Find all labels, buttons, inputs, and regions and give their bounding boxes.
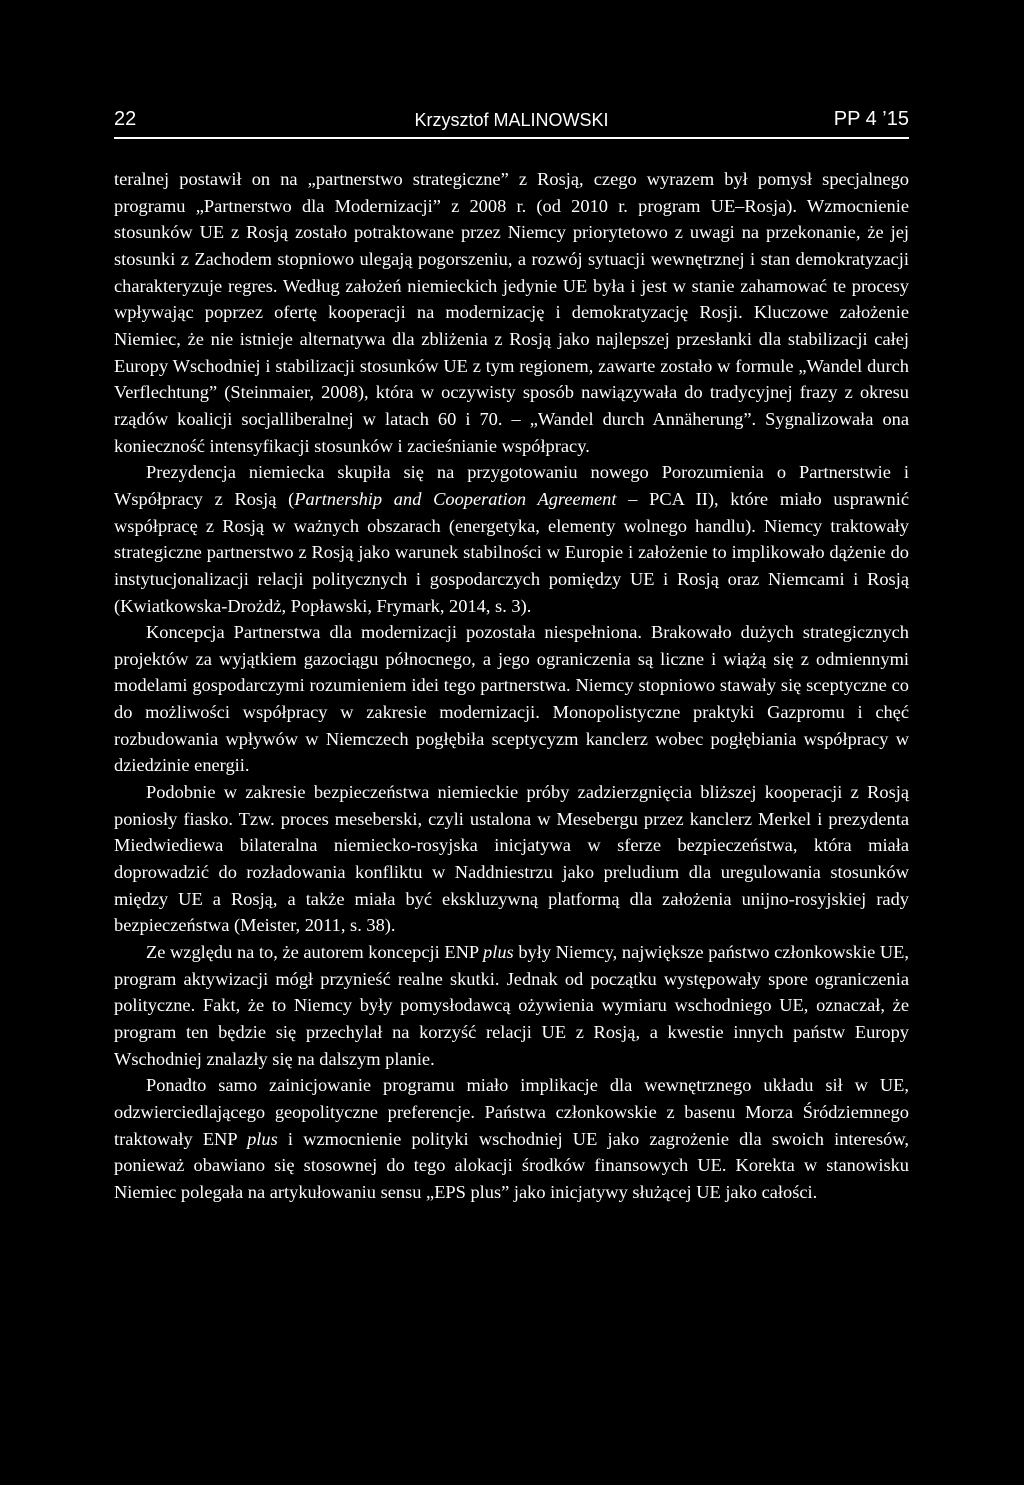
page-number: 22 <box>114 108 137 130</box>
author-name: Krzysztof MALINOWSKI <box>414 110 609 130</box>
paragraph: Podobnie w zakresie bezpieczeństwa niemieckie próby zadzierzgnięcia bliższej kooperacji z Rosją poniosły fiasko. Tzw. proces meseberski, czyli ustalona w Mesebergu przez kanclerz Merkel i prezydenta Miedwiediewa bilateralna niemiecko-rosyjska inicjatywa w sferze bezpieczeństwa, która miała doprowadzić do rozładowania konfliktu w Naddniestrzu jako preludium dla uregulowania stosunków między UE a Rosją, a także miała być ekskluzywną platformą dla założenia unijno-rosyjskiej rady bezpieczeństwa (Meister, 2011, s. 38). <box>114 782 909 936</box>
italic-term: plus <box>247 1128 278 1149</box>
italic-term: plus <box>483 942 514 963</box>
italic-term: Partnership and Cooperation Agreement <box>294 488 617 509</box>
header-rule <box>114 137 909 139</box>
paragraph: teralnej postawił on na „partnerstwo strategiczne” z Rosją, czego wyrazem był pomysł specjalnego programu „Partnerstwo dla Modernizacji” z 2008 r. (od 2010 r. program UE–Rosja). Wzmocnienie stosunków UE z Rosją zostało potraktowane przez Niemcy priorytetowo z uwagi na przekonanie, że jej stosunki z Zachodem stopniowo ulegają pogorszeniu, a rozwój sytuacji wewnętrznej i stan demokratyzacji charakteryzuje regres. Według założeń niemieckich jedynie UE była i jest w stanie zahamować te procesy wpływając poprzez ofertę kooperacji na modernizację i demokratyzację Rosji. Kluczowe założenie Niemiec, że nie istnieje alternatywa dla zbliżenia z Rosją jako najlepszej przesłanki dla stabilizacji całej Europy Wschodniej i stabilizacji stosunków UE z tym regionem, zawarte zostało w formule „Wandel durch Verflechtung” (Steinmaier, 2008), która w oczywisty sposób nawiązywała do tradycyjnej frazy z okresu rządów koalicji socjalliberalnej w latach 60 i 70. – „Wandel durch Annäherung”. Sygnalizowała ona konieczność intensyfikacji stosunków i zacieśnianie współpracy. <box>114 169 909 456</box>
paragraph: Prezydencja niemiecka skupiła się na przygotowaniu nowego Porozumienia o Partnerstwie i Współpracy z Rosją (Partnership and Cooperation Agreement – PCA II), które miało usprawnić współpracę z Rosją w ważnych obszarach (energetyka, elementy wolnego handlu). Niemcy traktowały strategiczne partnerstwo z Rosją jako warunek stabilności w Europie i założenie to implikowało dążenie do instytucjonalizacji relacji politycznych i gospodarczych pomiędzy UE i Rosją oraz Niemcami i Rosją (Kwiatkowska-Drożdż, Popławski, Frymark, 2014, s. 3). <box>114 462 910 616</box>
paragraph: Ponadto samo zainicjowanie programu miało implikacje dla wewnętrznego układu sił w UE, odzwierciedlającego geopolityczne preferencje. Państwa członkowskie z basenu Morza Śródziemnego traktowały ENP plus i wzmocnienie polityki wschodniej UE jako zagrożenie dla swoich interesów, ponieważ obawiano się stosownej do tego alokacji środków finansowych UE. Korekta w stanowisku Niemiec polegała na artykułowaniu sensu „EPS plus” jako inicjatywy służącej UE jako całości. <box>114 1075 909 1202</box>
article-body <box>114 166 909 1206</box>
journal-issue: PP 4 ’15 <box>833 108 909 130</box>
running-header <box>114 108 909 134</box>
paragraph: Ze względu na to, że autorem koncepcji ENP plus były Niemcy, największe państwo członkowskie UE, program aktywizacji mógł przynieść realne skutki. Jednak od początku występowały spore ograniczenia polityczne. Fakt, że to Niemcy były pomysłodawcą ożywienia wymiaru wschodniego UE, oznaczał, że program ten będzie się przechylał na korzyść relacji UE z Rosją, a kwestie innych państw Europy Wschodniej znalazły się na dalszym planie. <box>114 942 909 1069</box>
paragraph: Koncepcja Partnerstwa dla modernizacji pozostała niespełniona. Brakowało dużych strategicznych projektów za wyjątkiem gazociągu północnego, a jego ograniczenia są liczne i wiążą się z odmiennymi modelami gospodarczymi rozumieniem idei tego partnerstwa. Niemcy stopniowo stawały się sceptyczne co do możliwości współpracy w zakresie modernizacji. Monopolistyczne praktyki Gazpromu i chęć rozbudowania wpływów w Niemczech pogłębiła sceptycyzm kanclerz wobec pogłębiania współpracy w dziedzinie energii. <box>114 622 909 776</box>
